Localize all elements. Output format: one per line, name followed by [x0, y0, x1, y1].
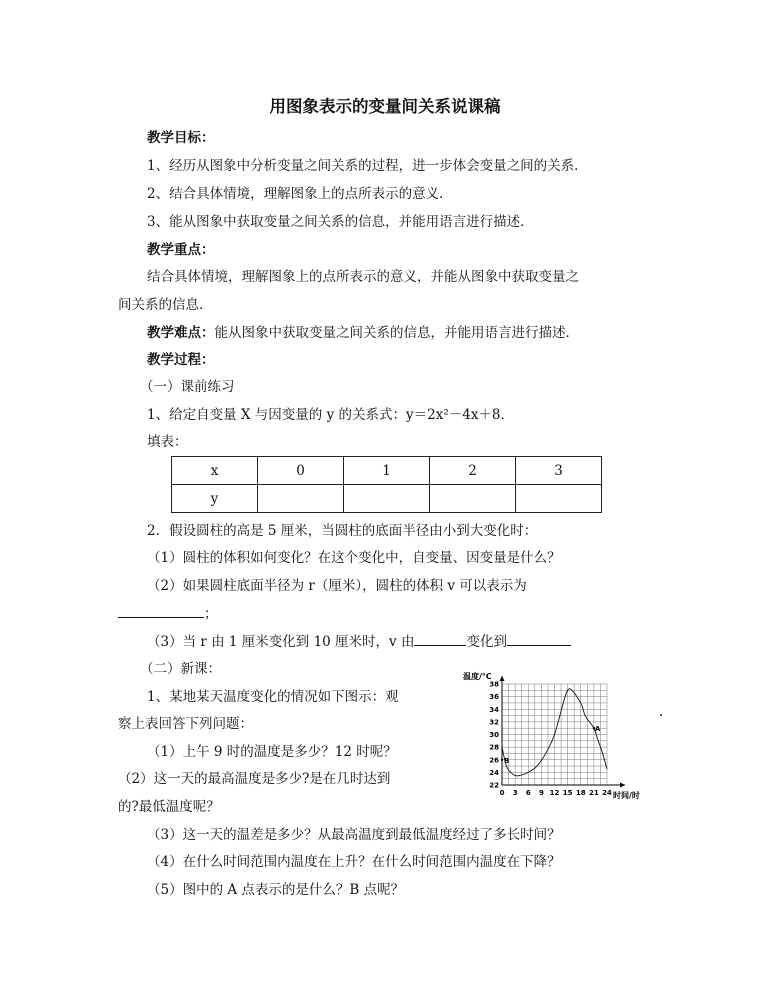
x-tick-label: 15: [562, 789, 573, 797]
table-cell: 1: [344, 457, 430, 485]
y-tick-label: 26: [489, 756, 499, 765]
x-axis-title: 时间/时: [613, 791, 640, 800]
y-tick-label: 22: [489, 781, 499, 790]
new-lesson-q1: （1）上午 9 时的温度是多少？12 时呢？: [147, 744, 397, 760]
annotation-point: [501, 759, 503, 761]
temperature-chart: [455, 668, 660, 808]
table-row: [172, 457, 602, 485]
y-tick-label: 24: [489, 768, 499, 777]
chart-series: [501, 689, 607, 776]
chart-axes: [500, 676, 626, 788]
table-cell: 2: [430, 457, 516, 485]
goal-item-2: 2、结合具体情境，理解图象上的点所表示的意义．: [147, 186, 453, 202]
question-2: 2．假设圆柱的高是 5 厘米，当圆柱的底面半径由小到大变化时：: [147, 523, 538, 539]
part1-heading: （一）课前练习: [140, 379, 235, 395]
difficulty-text: 能从图象中获取变量之间关系的信息，并能用语言进行描述．: [214, 325, 579, 341]
table-cell: x: [172, 457, 258, 485]
table-cell[interactable]: [344, 485, 430, 513]
key-points-text-1: 结合具体情境，理解图象上的点所表示的意义，并能从图象中获取变量之: [147, 269, 579, 285]
annotation-label: A: [594, 725, 601, 734]
x-axis-arrow: [620, 783, 625, 788]
difficulty-heading: 教学难点：: [147, 325, 215, 341]
x-tick-label: 3: [512, 789, 518, 797]
question-2-1: （1）圆柱的体积如何变化？在这个变化中，自变量、因变量是什么？: [147, 550, 561, 566]
new-lesson-1-line-2: 察上表回答下列问题：: [118, 716, 253, 732]
new-lesson-q4: （4）在什么时间范围内温度在上升？在什么时间范围内温度在下降？: [147, 854, 561, 870]
y-tick-label: 34: [489, 705, 499, 714]
annotation-point: [593, 727, 595, 729]
x-tick-label: 6: [525, 789, 531, 797]
question-2-2: （2）如果圆柱底面半径为 r（厘米），圆柱的体积 v 可以表示为: [147, 578, 527, 594]
table-cell: 3: [516, 457, 602, 485]
goals-heading: 教学目标：: [147, 130, 215, 146]
x-tick-label: 0: [499, 789, 505, 797]
process-heading: 教学过程：: [147, 352, 215, 368]
stray-dot: [660, 714, 662, 716]
table-cell: y: [172, 485, 258, 513]
answer-blank[interactable]: [507, 631, 571, 646]
key-points-heading: 教学重点：: [147, 242, 215, 258]
question-2-3: （3）当 r 由 1 厘米变化到 10 厘米时，v 由 变化到: [147, 631, 571, 652]
new-lesson-q3: （3）这一天的温差是多少？从最高温度到最低温度经过了多长时间？: [147, 827, 561, 843]
y-tick-label: 28: [489, 743, 499, 752]
goal-item-1: 1、经历从图象中分析变量之间关系的过程，进一步体会变量之间的关系．: [147, 158, 588, 174]
question-1: 1、给定自变量 X 与因变量的 y 的关系式：y＝2x²－4x＋8．: [147, 407, 515, 423]
table-cell[interactable]: [516, 485, 602, 513]
y-tick-label: 32: [489, 718, 499, 727]
x-tick-label: 9: [538, 789, 544, 797]
new-lesson-q2-line-2: 的?最低温度呢？: [118, 799, 220, 815]
x-tick-label: 24: [602, 789, 612, 797]
annotation-label: B: [504, 756, 510, 765]
new-lesson-q5: （5）图中的 A 点表示的是什么？B 点呢？: [147, 882, 405, 898]
x-tick-label: 21: [589, 789, 599, 797]
table-cell[interactable]: [430, 485, 516, 513]
new-lesson-1-line-1: 1、某地某天温度变化的情况如下图示：观: [147, 689, 399, 705]
question-2-2-blank-line: ；: [118, 603, 218, 624]
key-points-text-2: 间关系的信息．: [118, 297, 213, 313]
y-tick-label: 38: [489, 680, 499, 689]
fill-label: 填表：: [147, 434, 188, 450]
table-cell[interactable]: [258, 485, 344, 513]
part2-heading: （二）新课：: [140, 661, 221, 677]
y-axis-title: 温度/℃: [463, 672, 492, 681]
y-axis-arrow: [500, 676, 505, 681]
goal-item-3: 3、能从图象中获取变量之间关系的信息，并能用语言进行描述．: [147, 214, 534, 230]
new-lesson-q2-line-1: （2）这一天的最高温度是多少?是在几时达到: [118, 771, 391, 787]
table-row: [172, 485, 602, 513]
y-tick-label: 36: [489, 693, 499, 702]
answer-blank[interactable]: [118, 603, 204, 618]
y-tick-label: 30: [489, 731, 499, 739]
fill-table: [171, 456, 602, 513]
document-title: 用图象表示的变量间关系说课稿: [269, 97, 501, 116]
answer-blank[interactable]: [414, 631, 466, 646]
x-tick-label: 12: [549, 789, 560, 797]
table-cell: 0: [258, 457, 344, 485]
difficulty-line: [147, 323, 579, 343]
x-tick-label: 18: [575, 789, 586, 797]
